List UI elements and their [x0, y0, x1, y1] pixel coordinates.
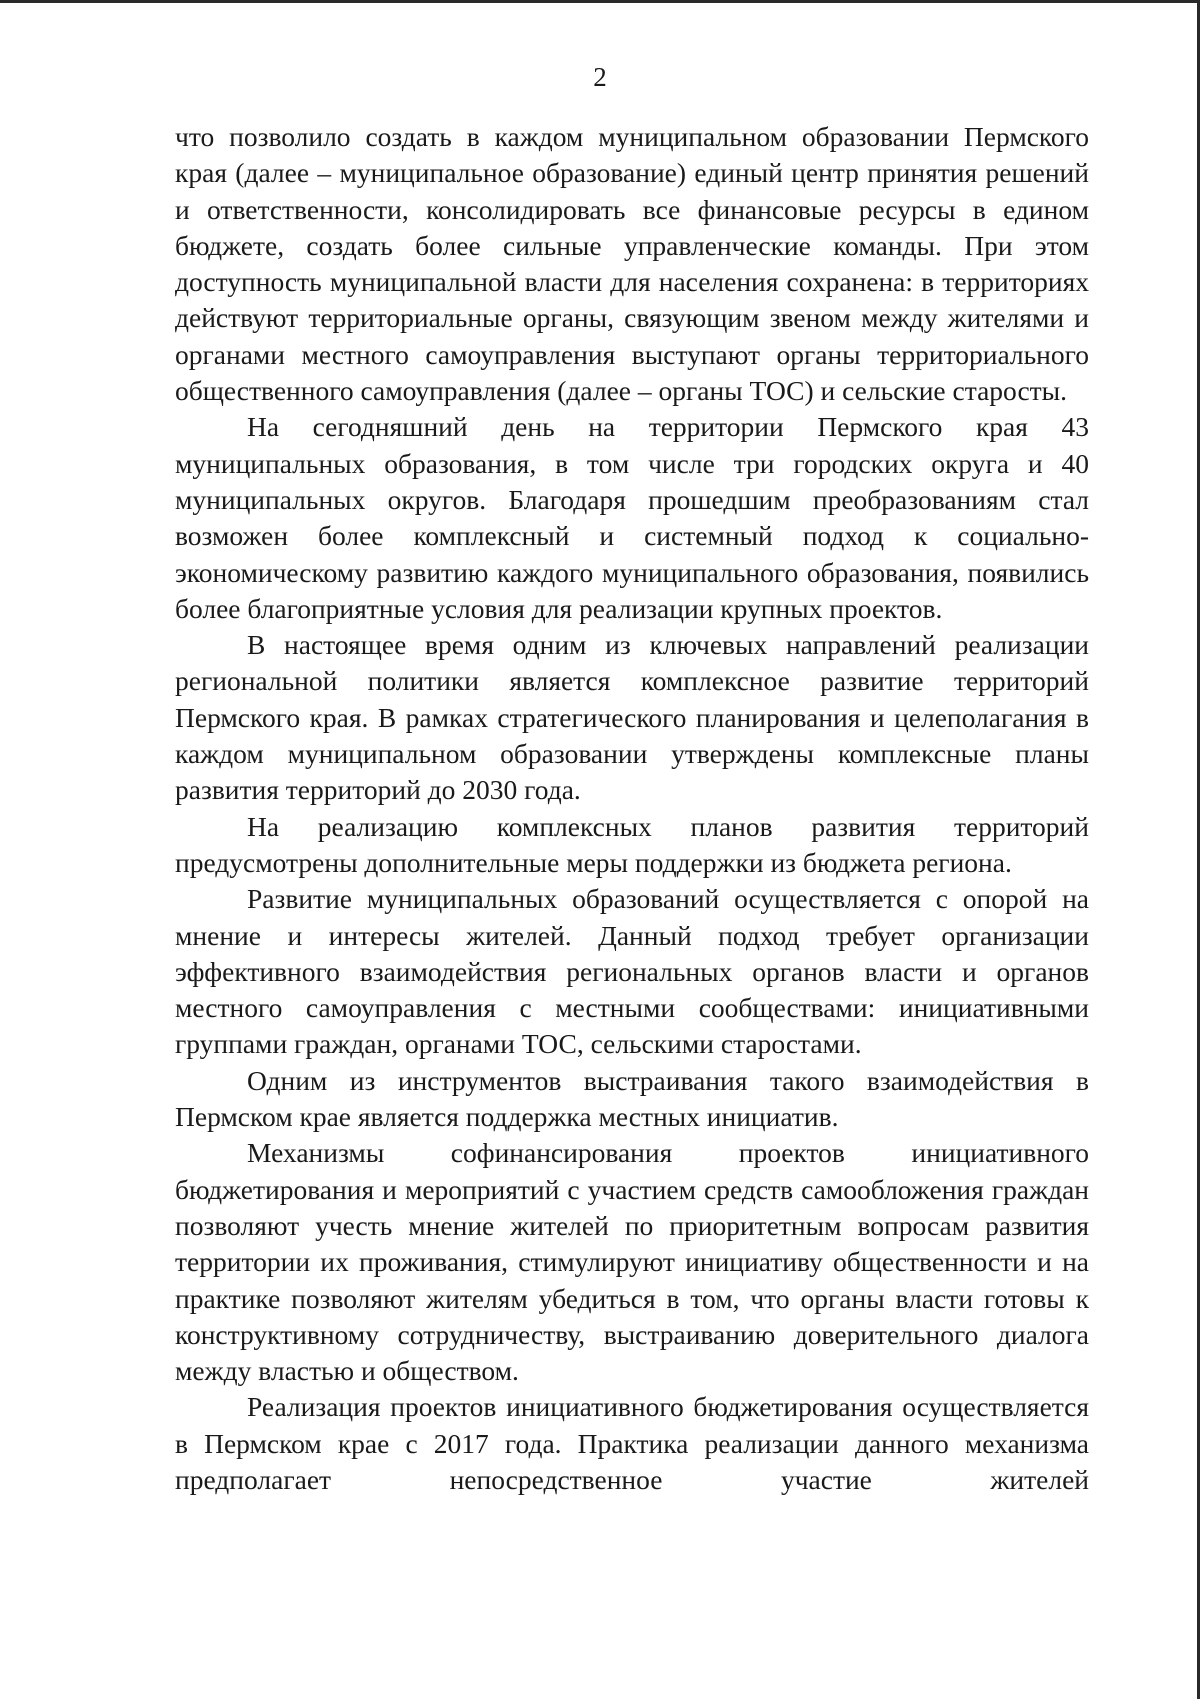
paragraph-8: Реализация проектов инициативного бюджетирования осуществляется в Пермском крае с 2017 года. Практика реализации данного механизма предполагает непосредственное участие жителей — [175, 1391, 1089, 1495]
paragraph-4: На реализацию комплексных планов развития территорий предусмотрены дополнительные меры поддержки из бюджета региона. — [175, 810, 1089, 878]
paragraph-5: Развитие муниципальных образований осуществляется с опорой на мнение и интересы жителей. Данный подход требует организации эффективного взаимодействия региональных органов власти и органов местного самоуправления с местными сообществами: инициативными группами граждан, органами ТОС, сельскими старостами. — [175, 883, 1089, 1060]
scan-border-top — [0, 0, 1200, 3]
paragraph-2: На сегодняшний день на территории Пермского края 43 муниципальных образования, в том числе три городских округа и 40 муниципальных округов. Благодаря прошедшим преобразованиям стал возможен более комплексный и системный подход к социально-экономическому развитию каждого муниципального образования, появились более благоприятные условия для реализации крупных проектов. — [175, 411, 1089, 624]
paragraph-6: Одним из инструментов выстраивания такого взаимодействия в Пермском крае является поддержка местных инициатив. — [175, 1064, 1089, 1133]
document-body — [175, 119, 1089, 1498]
paragraph-7: Механизмы софинансирования проектов инициативного бюджетирования и мероприятий с участием средств самообложения граждан позволяют учесть мнение жителей по приоритетным вопросам развития территории их проживания, стимулируют инициативу общественности и на практике позволяют жителям убедиться в том, что органы власти готовы к конструктивному сотрудничеству, выстраиванию доверительного диалога между властью и обществом. — [175, 1137, 1089, 1387]
page-number: 2 — [593, 62, 607, 92]
paragraph-1: что позволило создать в каждом муниципальном образовании Пермского края (далее – муниципальное образование) единый центр принятия решений и ответственности, консолидировать все финансовые ресурсы в едином бюджете, создать более сильные управленческие команды. При этом доступность муниципальной власти для населения сохранена: в территориях действуют территориальные органы, связующим звеном между жителями и органами местного самоуправления выступают органы территориального общественного самоуправления (далее – органы ТОС) и сельские старосты. — [175, 121, 1089, 407]
paragraph-3: В настоящее время одним из ключевых направлений реализации региональной политики является комплексное развитие территорий Пермского края. В рамках стратегического планирования и целеполагания в каждом муниципальном образовании утверждены комплексные планы развития территорий до 2030 года. — [175, 629, 1089, 806]
